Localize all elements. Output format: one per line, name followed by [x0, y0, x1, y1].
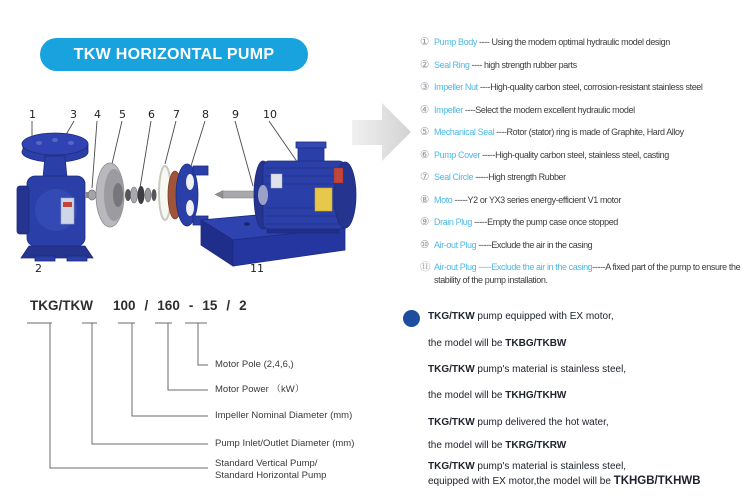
part-list-item	[420, 239, 754, 252]
part-number-badge: ⑦	[420, 171, 430, 183]
part-desc: ---- high strength rubber parts	[469, 59, 577, 70]
callout-11: 11	[250, 262, 264, 275]
part-name: Impeller	[434, 104, 463, 115]
note-line	[428, 440, 566, 451]
part-desc: -----Y2 or YX3 series energy-efficient V1 motor	[452, 194, 621, 205]
part-list-item	[420, 59, 754, 72]
note-model: TKBG/TKBW	[505, 338, 567, 349]
note-line	[428, 390, 566, 401]
label-motor-power: Motor Power （kW）	[215, 384, 305, 395]
impeller-assembly	[85, 163, 124, 227]
callout-5: 5	[119, 108, 126, 121]
title-banner	[40, 38, 308, 71]
part-desc: ----Rotor (stator) ring is made of Graphite, Hard Alloy	[494, 127, 684, 137]
part-desc: ----High-quality carbon steel, corrosion-resistant stainless steel	[477, 82, 703, 92]
note-text: the model will be	[428, 390, 506, 401]
exploded-pump-diagram	[15, 98, 415, 278]
part-text	[434, 194, 621, 207]
part-name: Drain Plug	[434, 217, 473, 227]
part-list-item	[420, 104, 754, 117]
part-list-item	[420, 149, 754, 162]
note-line	[428, 461, 626, 472]
part-number-badge: ⑪	[420, 261, 431, 273]
model-token-series: TKG/TKW	[30, 298, 93, 313]
part-name: Pump Body	[434, 37, 477, 47]
note-series: TKG/TKW	[428, 364, 475, 375]
mechanical-seal-parts	[125, 186, 157, 204]
callout-9: 9	[232, 108, 239, 121]
label-standard-pump	[215, 458, 326, 482]
part-number-badge: ⑨	[420, 216, 430, 228]
part-desc: -----High strength Rubber	[473, 172, 566, 182]
part-name: Air-out Plug	[434, 239, 477, 250]
part-desc: -----A fixed part of the pump to ensure the stability of the pump installation.	[434, 262, 741, 285]
model-token-sep3: /	[226, 298, 231, 313]
part-name: Mechanical Seal	[434, 127, 495, 137]
part-text	[434, 126, 684, 139]
callout-6: 6	[148, 108, 155, 121]
note-text: equipped with EX motor,the model will be	[428, 476, 614, 487]
note-model: TKHG/TKHW	[505, 390, 567, 401]
part-text	[434, 216, 618, 229]
part-desc: -----Empty the pump case once stopped	[472, 217, 618, 227]
callout-8: 8	[202, 108, 209, 121]
pump-body	[17, 133, 93, 261]
part-list-item	[420, 216, 754, 229]
label-standard-pump-line1: Standard Vertical Pump/	[215, 458, 318, 469]
pump-cover	[168, 164, 208, 226]
note-text: pump's material is stainless steel,	[474, 461, 627, 472]
label-inlet-outlet-diameter: Pump Inlet/Outlet Diameter (mm)	[215, 438, 355, 449]
note-text: the model will be	[428, 440, 506, 451]
note-text: the model will be	[428, 338, 506, 349]
part-text	[434, 59, 577, 72]
part-desc: -----Exclude the air in the casing	[476, 239, 593, 250]
part-text	[434, 104, 635, 117]
model-token-impeller: 160	[157, 298, 180, 313]
note-model: TKRG/TKRW	[505, 440, 567, 451]
model-token-power: 15	[202, 298, 218, 313]
model-token-inlet: 100	[113, 298, 136, 313]
part-number-badge: ③	[420, 81, 430, 93]
part-list-item	[420, 81, 754, 94]
model-token-pole: 2	[239, 298, 247, 313]
part-name: Moto	[434, 194, 453, 205]
part-list-item	[420, 261, 754, 287]
label-impeller-diameter: Impeller Nominal Diameter (mm)	[215, 410, 353, 421]
part-desc: ----Select the modern excellent hydraulic model	[462, 104, 635, 115]
part-number-badge: ⑤	[420, 126, 430, 138]
note-series: TKG/TKW	[428, 311, 475, 322]
part-desc-highlight: -----Exclude the air in the casing	[476, 262, 593, 272]
callout-10: 10	[263, 108, 277, 121]
note-text: pump's material is stainless steel,	[474, 364, 627, 375]
note-line	[428, 475, 701, 487]
part-list-item	[420, 36, 754, 49]
note-text: pump equipped with EX motor,	[474, 311, 614, 322]
note-model: TKHGB/TKHWB	[613, 475, 701, 487]
part-text	[434, 261, 754, 287]
part-list-item	[420, 194, 754, 207]
part-name: Seal Ring	[434, 59, 470, 70]
callout-1: 1	[29, 108, 36, 121]
page-title: TKW HORIZONTAL PUMP	[73, 45, 275, 63]
callout-4: 4	[94, 108, 101, 121]
part-number-badge: ①	[420, 36, 430, 48]
note-line	[428, 417, 609, 428]
bullet-dot-icon	[403, 310, 420, 327]
part-number-badge: ⑧	[420, 193, 430, 206]
part-text	[434, 36, 670, 49]
part-name: Seal Circle	[434, 172, 474, 182]
part-name: Pump Cover	[434, 149, 481, 160]
note-line	[428, 338, 566, 349]
part-list-item	[420, 171, 754, 184]
model-token-sep1: /	[144, 298, 149, 313]
part-desc: -----High-quality carbon steel, stainless steel, casting	[480, 149, 669, 160]
model-token-sep2: -	[188, 298, 194, 313]
note-line	[428, 364, 626, 375]
part-text	[434, 149, 669, 162]
note-series: TKG/TKW	[428, 461, 475, 472]
part-number-badge: ⑩	[420, 238, 430, 251]
note-text: pump delivered the hot water,	[474, 417, 609, 428]
label-motor-pole: Motor Pole (2,4,6,)	[215, 359, 294, 370]
callout-7: 7	[173, 108, 180, 121]
part-text	[434, 239, 592, 252]
model-code	[30, 298, 256, 313]
part-name: Impeller Nut	[434, 82, 478, 92]
part-number-badge: ②	[420, 58, 430, 71]
part-text	[434, 81, 703, 94]
part-name: Air-out Plug	[434, 262, 477, 272]
part-number-badge: ⑥	[420, 148, 430, 161]
callout-3: 3	[70, 108, 77, 121]
callout-2: 2	[35, 262, 42, 275]
note-series: TKG/TKW	[428, 417, 475, 428]
right-arrow-icon	[352, 103, 411, 161]
part-text	[434, 171, 566, 184]
part-desc: ---- Using the modern optimal hydraulic model design	[476, 37, 670, 47]
part-number-badge: ④	[420, 103, 430, 116]
note-line	[428, 311, 614, 322]
part-list-item	[420, 126, 754, 139]
parts-list	[420, 36, 754, 297]
label-standard-pump-line2: Standard Horizontal Pump	[215, 470, 327, 481]
